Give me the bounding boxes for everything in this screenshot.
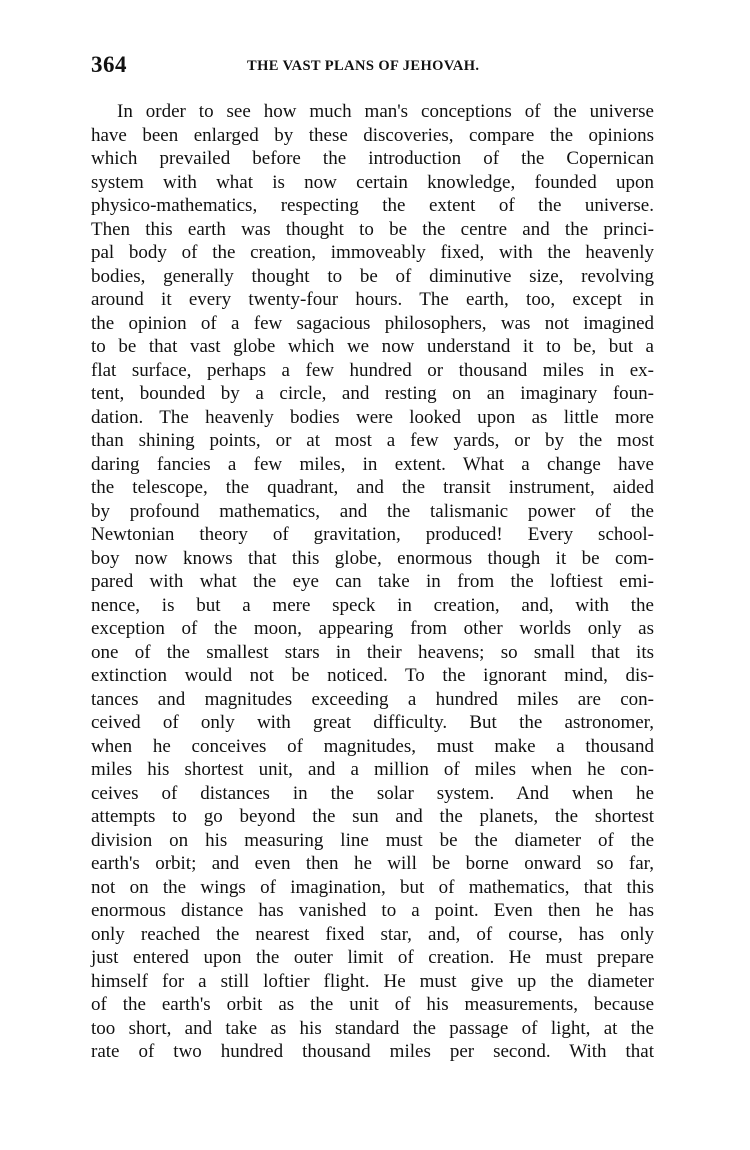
text-line: daring fancies a few miles, in extent. What a change have (91, 453, 654, 475)
text-line: boy now knows that this globe, enormous though it be com- (91, 547, 654, 569)
text-line: enormous distance has vanished to a point. Even then he has (91, 900, 654, 921)
text-line: too short, and take as his standard the passage of light, at the (91, 1017, 654, 1039)
text-line: miles his shortest unit, and a million of miles when he con- (91, 759, 654, 780)
text-line: not on the wings of imagination, but of mathematics, that this (91, 876, 654, 898)
text-line: than shining points, or at most a few yards, or by the most (91, 430, 654, 451)
text-line: by profound mathematics, and the talismanic power of the (91, 500, 654, 522)
text-line: of the earth's orbit as the unit of his measurements, because (91, 994, 654, 1015)
text-line: exception of the moon, appearing from other worlds only as (91, 618, 654, 639)
text-line: around it every twenty-four hours. The earth, too, except in (91, 289, 654, 310)
text-line: the opinion of a few sagacious philosophers, was not imagined (91, 312, 654, 334)
text-line: which prevailed before the introduction of the Copernican (91, 148, 654, 169)
text-line: just entered upon the outer limit of creation. He must prepare (91, 947, 654, 968)
text-line: tances and magnitudes exceeding a hundred miles are con- (91, 688, 654, 710)
text-line: attempts to go beyond the sun and the planets, the shortest (91, 806, 654, 827)
text-line: division on his measuring line must be the diameter of the (91, 829, 654, 851)
text-line: system with what is now certain knowledge, founded upon (91, 171, 654, 193)
text-line: when he conceives of magnitudes, must make a thousand (91, 735, 654, 757)
text-line: tent, bounded by a circle, and resting on an imaginary foun- (91, 383, 654, 404)
text-line: only reached the nearest fixed star, and, of course, has only (91, 923, 654, 945)
text-line: rate of two hundred thousand miles per second. With that (91, 1041, 654, 1062)
text-line: dation. The heavenly bodies were looked upon as little more (91, 406, 654, 428)
text-line: Newtonian theory of gravitation, produced! Every school- (91, 524, 654, 545)
text-line: earth's orbit; and even then he will be borne onward so far, (91, 853, 654, 874)
page-number: 364 (91, 52, 127, 77)
text-line: Then this earth was thought to be the centre and the princi- (91, 218, 654, 240)
text-line: the telescope, the quadrant, and the transit instrument, aided (91, 477, 654, 498)
text-line: pal body of the creation, immoveably fixed, with the heavenly (91, 242, 654, 263)
text-line: have been enlarged by these discoveries, compare the opinions (91, 124, 654, 146)
running-title: THE VAST PLANS OF JEHOVAH. (247, 58, 480, 74)
text-line: ceives of distances in the solar system. And when he (91, 782, 654, 804)
text-line: ceived of only with great difficulty. But the astronomer, (91, 712, 654, 733)
text-line: In order to see how much man's conceptions of the universe (117, 101, 654, 122)
text-line: flat surface, perhaps a few hundred or thousand miles in ex- (91, 359, 654, 381)
text-line: pared with what the eye can take in from the loftiest emi- (91, 571, 654, 592)
text-line: one of the smallest stars in their heavens; so small that its (91, 641, 654, 663)
text-line: to be that vast globe which we now understand it to be, but a (91, 336, 654, 357)
text-line: physico-mathematics, respecting the extent of the universe. (91, 195, 654, 216)
text-line: nence, is but a mere speck in creation, and, with the (91, 594, 654, 616)
text-line: extinction would not be noticed. To the ignorant mind, dis- (91, 665, 654, 686)
text-line: bodies, generally thought to be of diminutive size, revolving (91, 265, 654, 287)
text-line: himself for a still loftier flight. He must give up the diameter (91, 970, 654, 992)
